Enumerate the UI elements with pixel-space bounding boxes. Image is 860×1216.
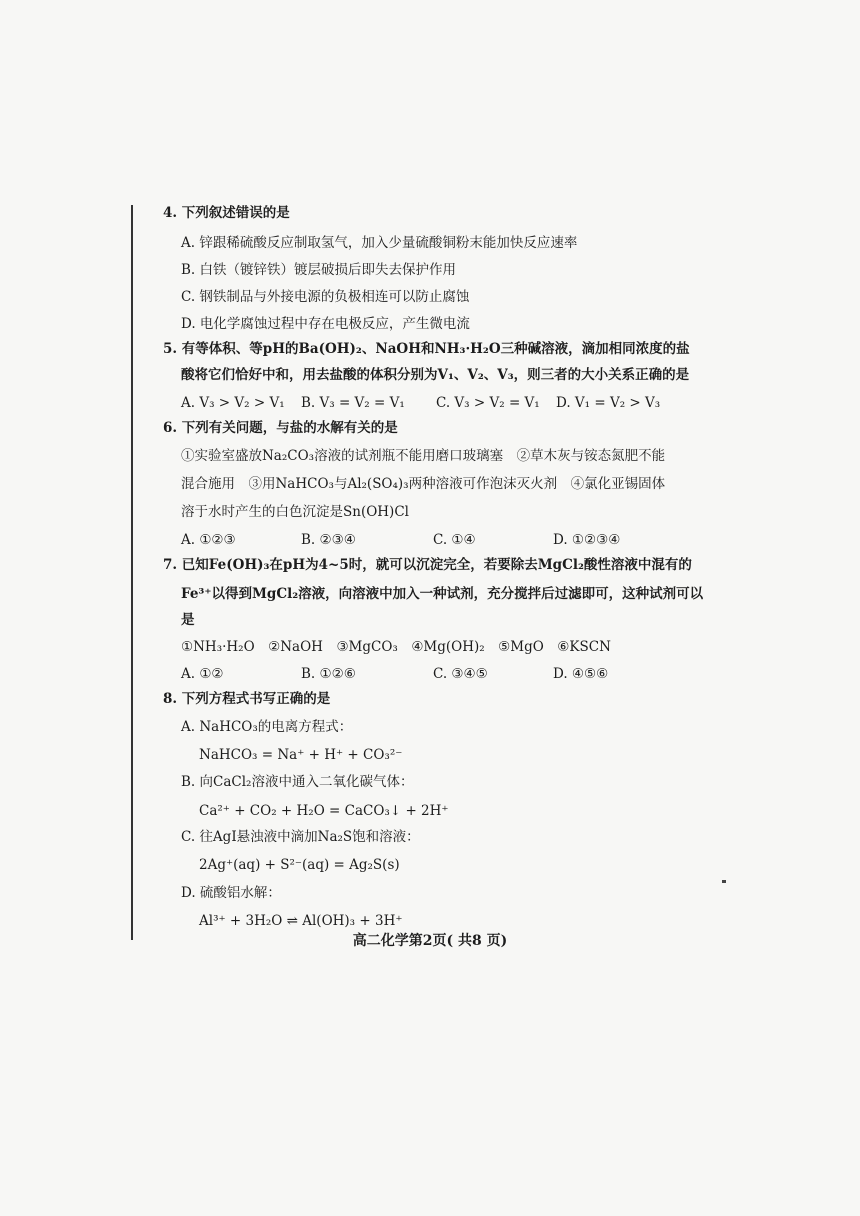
question-7-stem-line-3: 是 [181, 612, 195, 628]
question-8-option-a: A. NaHCO₃的电离方程式： [181, 719, 353, 735]
question-8-option-d-equation: Al³⁺ + 3H₂O ⇌ Al(OH)₃ + 3H⁺ [199, 913, 403, 929]
question-7-stem-line-2: Fe³⁺以得到MgCl₂溶液，向溶液中加入一种试剂，充分搅拌后过滤即可，这种试剂可以 [181, 586, 704, 602]
question-8-option-b: B. 向CaCl₂溶液中通入二氧化碳气体： [181, 774, 414, 790]
question-4-option-d: D. 电化学腐蚀过程中存在电极反应，产生微电流 [181, 316, 470, 332]
question-5-option-d: D. V₁ = V₂ > V₃ [556, 395, 661, 411]
question-5-option-c: C. V₃ > V₂ = V₁ [436, 395, 540, 411]
page-footer: 高二化学第2页( 共8 页) [352, 933, 508, 949]
question-8-option-a-equation: NaHCO₃ = Na⁺ + H⁺ + CO₃²⁻ [199, 747, 403, 763]
question-6-item-line-2: 混合施用 ③用NaHCO₃与Al₂(SO₄)₃两种溶液可作泡沫灭火剂 ④氯化亚锡固体 [181, 476, 666, 492]
question-5-option-b: B. V₃ = V₂ = V₁ [301, 395, 405, 411]
question-5-option-a: A. V₃ > V₂ > V₁ [181, 395, 285, 411]
question-8-option-d: D. 硫酸铝水解： [181, 885, 281, 901]
question-5-stem-line-1: 5. 有等体积、等pH的Ba(OH)₂、NaOH和NH₃·H₂O三种碱溶液，滴加相同浓度的盐 [163, 341, 690, 357]
question-4-option-b: B. 白铁（镀锌铁）镀层破损后即失去保护作用 [181, 262, 457, 278]
question-6-option-c: C. ①④ [433, 532, 476, 548]
question-8-stem: 8. 下列方程式书写正确的是 [163, 691, 331, 707]
question-8-option-c-equation: 2Ag⁺(aq) + S²⁻(aq) = Ag₂S(s) [199, 857, 400, 873]
question-7-option-d: D. ④⑤⑥ [553, 666, 609, 682]
question-4-option-c: C. 钢铁制品与外接电源的负极相连可以防止腐蚀 [181, 289, 470, 305]
question-8-option-c: C. 往AgI悬浊液中滴加Na₂S饱和溶液： [181, 829, 420, 845]
question-7-option-b: B. ①②⑥ [301, 666, 356, 682]
question-6-option-b: B. ②③④ [301, 532, 356, 548]
question-7-stem-line-1: 7. 已知Fe(OH)₃在pH为4~5时，就可以沉淀完全，若要除去MgCl₂酸性溶液中混有的 [163, 557, 692, 573]
question-8-option-b-equation: Ca²⁺ + CO₂ + H₂O = CaCO₃↓ + 2H⁺ [199, 803, 449, 819]
question-5-stem-line-2: 酸将它们恰好中和，用去盐酸的体积分别为V₁、V₂、V₃，则三者的大小关系正确的是 [181, 367, 690, 383]
question-7-option-a: A. ①② [181, 666, 224, 682]
binding-margin-line [131, 205, 133, 940]
question-6-option-d: D. ①②③④ [553, 532, 621, 548]
question-6-item-line-3: 溶于水时产生的白色沉淀是Sn(OH)Cl [181, 504, 409, 520]
question-6-item-line-1: ①实验室盛放Na₂CO₃溶液的试剂瓶不能用磨口玻璃塞 ②草木灰与铵态氮肥不能 [181, 448, 666, 464]
question-7-option-c: C. ③④⑤ [433, 666, 488, 682]
question-6-stem: 6. 下列有关问题，与盐的水解有关的是 [163, 420, 398, 436]
question-4-option-a: A. 锌跟稀硫酸反应制取氢气，加入少量硫酸铜粉末能加快反应速率 [181, 235, 578, 251]
scan-speck [722, 880, 726, 883]
question-4-stem: 4. 下列叙述错误的是 [163, 205, 290, 221]
question-6-option-a: A. ①②③ [181, 532, 236, 548]
question-7-reagents: ①NH₃·H₂O ②NaOH ③MgCO₃ ④Mg(OH)₂ ⑤MgO ⑥KSCN [181, 639, 611, 655]
